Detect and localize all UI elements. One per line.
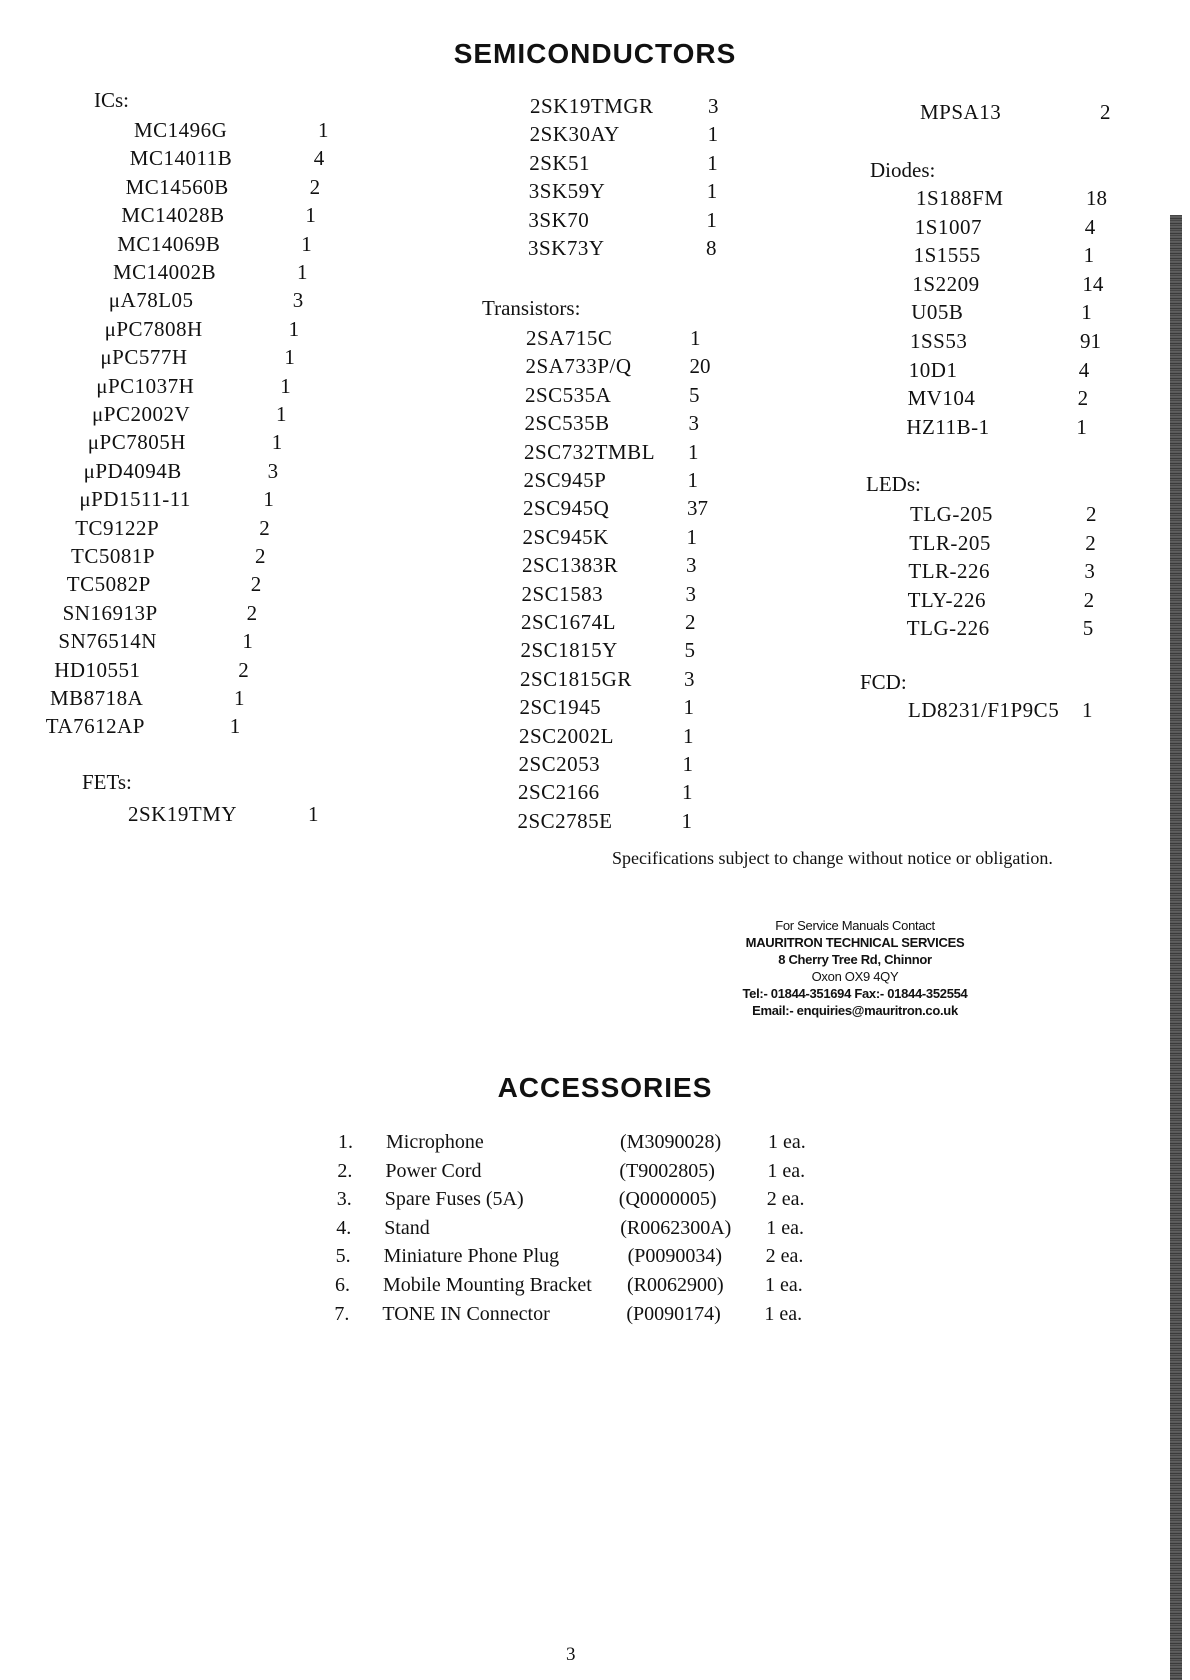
part-number: μPC1037H <box>96 373 195 398</box>
part-number: TLG-226 <box>906 616 990 641</box>
part-number: 2SC2053 <box>518 752 601 776</box>
accessory-part-code: (Q0000005) <box>618 1188 717 1211</box>
part-number: μPC7808H <box>104 316 203 341</box>
part-number: 3SK59Y <box>528 179 606 204</box>
part-number: TA7612AP <box>45 714 145 739</box>
part-number: 1S2209 <box>912 271 980 296</box>
part-quantity: 1 <box>682 752 693 776</box>
part-quantity: 2 <box>246 600 258 625</box>
part-quantity: 1 <box>683 723 694 748</box>
part-number: 2SC945K <box>522 524 609 549</box>
part-quantity: 1 <box>318 118 329 142</box>
part-quantity: 1 <box>1083 243 1095 268</box>
part-quantity: 2 <box>1077 386 1089 411</box>
part-quantity: 3 <box>688 411 699 436</box>
part-quantity: 3 <box>708 94 719 118</box>
accessory-name: Stand <box>384 1216 430 1239</box>
part-number: μPC7805H <box>87 430 186 455</box>
part-number: 2SC1383R <box>522 553 619 578</box>
part-quantity: 1 <box>284 345 295 370</box>
transistors-label: Transistors: <box>482 296 581 320</box>
part-number: MC14002B <box>113 260 217 284</box>
part-number: 2SK30AY <box>529 122 620 147</box>
part-quantity: 5 <box>1082 616 1094 641</box>
part-quantity: 5 <box>689 382 700 407</box>
scan-edge-bar <box>1170 215 1182 1680</box>
part-quantity: 2 <box>238 657 249 682</box>
part-quantity: 5 <box>684 638 695 663</box>
part-quantity: 1 <box>681 808 692 833</box>
part-quantity: 1 <box>707 122 719 147</box>
part-quantity: 1 <box>242 629 253 654</box>
part-number: 10D1 <box>908 357 958 382</box>
part-number: TLY-226 <box>907 587 986 612</box>
part-number: 2SC2785E <box>517 808 613 833</box>
part-quantity: 2 <box>1100 100 1111 124</box>
part-number: 2SC2002L <box>519 723 615 748</box>
part-number: μPC2002V <box>92 402 191 426</box>
ics-label: ICs: <box>94 88 130 112</box>
part-number: 2SC1583 <box>521 581 604 606</box>
part-quantity: 3 <box>685 581 696 606</box>
part-quantity: 1 <box>263 487 274 512</box>
part-quantity: 3 <box>267 458 279 483</box>
part-quantity: 37 <box>687 496 708 521</box>
fets-label: FETs: <box>82 770 132 794</box>
part-quantity: 3 <box>292 288 304 313</box>
part-quantity: 2 <box>685 610 696 634</box>
semiconductors-heading: SEMICONDUCTORS <box>453 38 737 69</box>
part-quantity: 1 <box>687 468 698 492</box>
contact-company: MAURITRON TECHNICAL SERVICES <box>745 935 965 950</box>
part-quantity: 1 <box>288 316 300 341</box>
part-quantity: 91 <box>1080 329 1101 353</box>
accessory-part-code: (P0090034) <box>627 1245 723 1268</box>
part-quantity: 1 <box>706 207 717 232</box>
accessory-name: Microphone <box>386 1131 484 1153</box>
part-quantity: 1 <box>271 430 283 455</box>
part-number: SN16913P <box>62 600 158 625</box>
part-number: μA78L05 <box>108 288 194 313</box>
part-quantity: 1 <box>682 780 693 805</box>
leds-label: LEDs: <box>866 472 921 496</box>
contact-email: Email:- enquiries@mauritron.co.uk <box>752 1003 958 1018</box>
accessory-quantity: 1 ea. <box>767 1159 806 1182</box>
part-quantity: 1 <box>690 326 701 350</box>
part-quantity: 1 <box>1082 698 1093 722</box>
part-quantity: 2 <box>259 515 270 540</box>
part-quantity: 3 <box>684 666 695 691</box>
part-quantity: 1 <box>683 695 694 720</box>
part-number: 2SC1815GR <box>520 666 632 691</box>
accessory-quantity: 2 ea. <box>765 1245 804 1268</box>
part-quantity: 3 <box>1084 559 1095 584</box>
accessories-heading: ACCESSORIES <box>497 1072 713 1103</box>
accessory-number: 3. <box>336 1188 352 1211</box>
part-number: TC9122P <box>75 515 160 540</box>
accessory-name: Miniature Phone Plug <box>383 1245 560 1268</box>
part-quantity: 1 <box>1076 414 1087 439</box>
part-quantity: 2 <box>250 572 262 597</box>
part-number: 2SA733P/Q <box>525 354 632 379</box>
accessory-name: TONE IN Connector <box>382 1302 550 1325</box>
part-quantity: 14 <box>1082 271 1104 296</box>
part-number: 2SC732TMBL <box>524 439 656 464</box>
part-quantity: 4 <box>313 146 325 171</box>
accessory-part-code: (R0062300A) <box>620 1216 732 1239</box>
part-number: TLR-205 <box>909 530 991 555</box>
accessory-quantity: 1 ea. <box>765 1274 803 1296</box>
part-quantity: 1 <box>305 203 316 228</box>
contact-address-town: Oxon OX9 4QY <box>811 969 899 984</box>
part-quantity: 1 <box>297 260 308 284</box>
part-number: TLR-226 <box>908 559 991 584</box>
part-number: MC14069B <box>117 231 221 256</box>
accessory-number: 4. <box>336 1216 352 1239</box>
part-quantity: 1 <box>301 231 312 256</box>
part-quantity: 4 <box>1078 357 1090 382</box>
part-quantity: 1 <box>707 150 718 175</box>
accessory-part-code: (T9002805) <box>619 1159 715 1182</box>
part-number: 1SS53 <box>910 329 968 353</box>
part-number: LD8231/F1P9C5 <box>908 698 1060 722</box>
part-quantity: 4 <box>1084 214 1096 239</box>
part-number: 2SC2166 <box>518 780 600 805</box>
part-number: TC5081P <box>71 544 156 568</box>
accessory-number: 7. <box>334 1302 350 1325</box>
contact-line-intro: For Service Manuals Contact <box>775 918 935 933</box>
part-number: MB8718A <box>50 686 144 710</box>
part-quantity: 2 <box>1086 502 1097 526</box>
part-number: 1S1555 <box>913 243 981 268</box>
accessory-part-code: (P0090174) <box>626 1302 721 1325</box>
specifications-note: Specifications subject to change without notice or obligation. <box>612 848 1053 868</box>
accessory-quantity: 2 ea. <box>766 1188 805 1211</box>
accessory-part-code: (M3090028) <box>620 1131 722 1153</box>
part-number: 3SK70 <box>528 207 590 232</box>
part-quantity: 1 <box>688 439 699 464</box>
part-quantity: 8 <box>706 236 717 260</box>
part-quantity: 20 <box>689 354 711 379</box>
accessory-number: 2. <box>337 1159 353 1182</box>
part-number: MPSA13 <box>920 100 1002 124</box>
part-number: 2SA715C <box>526 326 613 350</box>
part-number: MC14028B <box>121 203 225 228</box>
part-number: μPC577H <box>100 345 188 370</box>
part-number: MC14011B <box>129 146 233 171</box>
part-number: 2SC1945 <box>519 695 602 720</box>
page-number: 3 <box>566 1644 576 1665</box>
part-quantity: 1 <box>229 714 241 739</box>
part-number: 2SC1815Y <box>520 638 618 663</box>
accessory-name: Power Cord <box>385 1159 482 1182</box>
part-quantity: 1 <box>686 524 697 549</box>
accessory-quantity: 1 ea. <box>768 1131 806 1153</box>
service-contact-block <box>720 917 990 1019</box>
part-number: 2SC535A <box>525 382 612 407</box>
part-number: SN76514N <box>58 629 157 654</box>
part-number: μPD4094B <box>83 458 182 483</box>
diodes-label: Diodes: <box>870 158 936 182</box>
part-quantity: 1 <box>234 686 245 710</box>
part-number: MC1496G <box>134 118 228 142</box>
part-quantity: 2 <box>255 544 266 568</box>
part-number: TLG-205 <box>910 502 993 526</box>
accessory-part-code: (R0062900) <box>627 1274 724 1296</box>
part-number: μPD1511-11 <box>79 487 191 512</box>
part-quantity: 2 <box>1083 587 1095 612</box>
part-quantity: 1 <box>276 402 287 426</box>
part-number: MC14560B <box>125 174 229 199</box>
part-number: 2SK19TMY <box>128 802 238 826</box>
part-number: 1S188FM <box>916 186 1004 210</box>
part-number: MV104 <box>907 386 976 411</box>
part-number: 3SK73Y <box>528 236 605 260</box>
part-number: TC5082P <box>66 572 151 597</box>
accessory-name: Spare Fuses (5A) <box>384 1188 524 1211</box>
part-number: HD10551 <box>54 657 141 682</box>
contact-address-street: 8 Cherry Tree Rd, Chinnor <box>778 952 932 967</box>
part-number: U05B <box>911 300 964 325</box>
part-number: 2SC945Q <box>523 496 610 521</box>
fcd-label: FCD: <box>860 670 907 694</box>
part-quantity: 1 <box>1081 300 1092 325</box>
accessory-name: Mobile Mounting Bracket <box>383 1274 592 1296</box>
part-number: 2SK19TMGR <box>530 94 654 118</box>
part-number: 2SC945P <box>523 468 607 492</box>
accessory-number: 5. <box>335 1245 351 1268</box>
part-number: 2SC1674L <box>521 610 617 634</box>
part-number: 2SK51 <box>529 150 591 175</box>
accessory-number: 1. <box>338 1131 353 1153</box>
part-quantity: 2 <box>309 174 321 199</box>
part-number: 2SC535B <box>524 411 610 436</box>
part-quantity: 1 <box>706 179 718 204</box>
accessory-number: 6. <box>335 1274 350 1296</box>
part-quantity: 3 <box>686 553 697 578</box>
accessory-quantity: 1 ea. <box>764 1302 803 1325</box>
part-quantity: 18 <box>1086 186 1107 210</box>
part-number: HZ11B-1 <box>906 414 990 439</box>
accessory-quantity: 1 ea. <box>766 1216 804 1239</box>
part-quantity: 1 <box>308 802 319 826</box>
part-number: 1S1007 <box>914 214 982 239</box>
part-quantity: 2 <box>1085 530 1096 555</box>
part-quantity: 1 <box>280 373 291 398</box>
contact-phone-fax: Tel:- 01844-351694 Fax:- 01844-352554 <box>742 986 968 1001</box>
